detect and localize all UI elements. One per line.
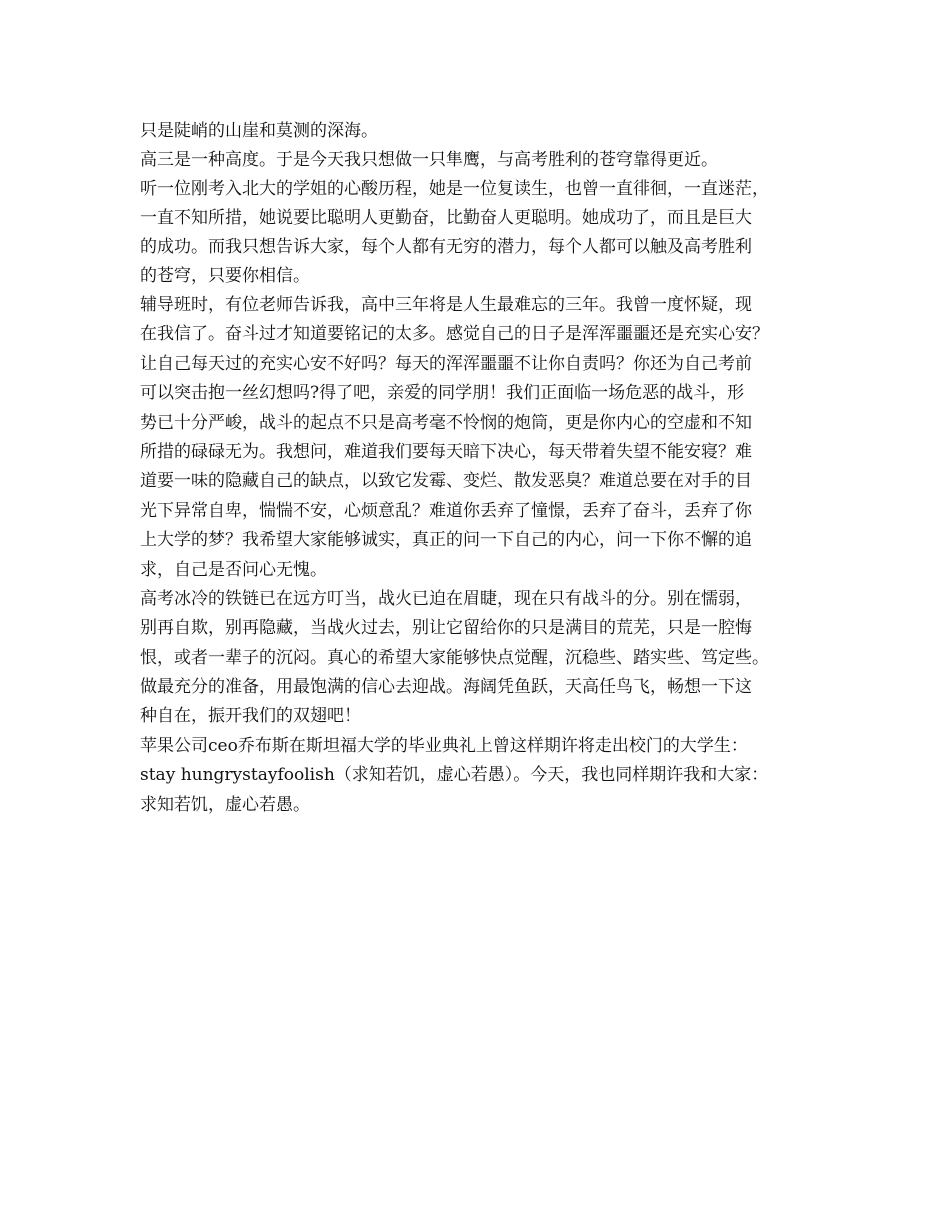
text-line: 道要一味的隐藏自己的缺点，以致它发霉、变烂、散发恶臭？难道总要在对手的目 xyxy=(140,471,752,492)
text-line: 高三是一种高度。于是今天我只想做一只隼鹰，与高考胜利的苍穹靠得更近。 xyxy=(140,150,718,170)
text-line: 的苍穹，只要你相信。 xyxy=(140,266,310,286)
text-line: 上大学的梦？我希望大家能够诚实，真正的问一下自己的内心，问一下你不懈的追 xyxy=(140,530,752,551)
text-line: 恨，或者一辈子的沉闷。真心的希望大家能够快点觉醒，沉稳些、踏实些、笃定些。 xyxy=(140,647,769,668)
text-line: 势已十分严峻，战斗的起点不只是高考毫不怜悯的炮筒，更是你内心的空虚和不知 xyxy=(140,412,752,433)
text-line: 所措的碌碌无为。我想问，难道我们要每天暗下决心，每天带着失望不能安寝？难 xyxy=(140,441,752,462)
text-line: 辅导班时，有位老师告诉我，高中三年将是人生最难忘的三年。我曾一度怀疑，现 xyxy=(140,295,752,315)
text-line: 只是陡峭的山崖和莫测的深海。 xyxy=(140,121,378,141)
text-line: 可以突击抱一丝幻想吗?得了吧，亲爱的同学朋！我们正面临一场危恶的战斗，形 xyxy=(140,383,745,404)
text-line: 别再自欺，别再隐藏，当战火过去，别让它留给你的只是满目的荒芜，只是一腔悔 xyxy=(140,618,752,639)
text-line: 种自在，振开我们的双翅吧！ xyxy=(140,706,361,727)
text-line: 做最充分的准备，用最饱满的信心去迎战。海阔凭鱼跃，天高任鸟飞，畅想一下这 xyxy=(140,677,752,698)
text-line: 让自己每天过的充实心安不好吗？每天的浑浑噩噩不让你自责吗？你还为自己考前 xyxy=(140,353,752,374)
text-line: 听一位刚考入北大的学姐的心酸历程，她是一位复读生，也曾一直徘徊，一直迷茫， xyxy=(140,179,769,199)
text-line: 光下异常自卑，惴惴不安，心烦意乱？难道你丢弃了憧憬，丢弃了奋斗，丢弃了你 xyxy=(140,500,752,521)
text-line: 在我信了。奋斗过才知道要铭记的太多。感觉自己的日子是浑浑噩噩还是充实心安？ xyxy=(140,324,769,345)
text-line: 的成功。而我只想告诉大家，每个人都有无穷的潜力，每个人都可以触及高考胜利 xyxy=(140,237,752,257)
text-line: stay hungrystayfoolish（求知若饥，虚心若愚）。今天，我也同样期许我和大家： xyxy=(140,765,769,786)
text-line: 求，自己是否问心无愧。 xyxy=(140,559,327,580)
text-line: 苹果公司ceo乔布斯在斯坦福大学的毕业典礼上曾这样期许将走出校门的大学生： xyxy=(140,735,748,756)
text-line: 求知若饥，虚心若愚。 xyxy=(140,794,310,815)
document-body xyxy=(140,117,820,820)
text-line: 一直不知所措，她说要比聪明人更勤奋，比勤奋人更聪明。她成功了，而且是巨大 xyxy=(140,208,752,228)
text-line: 高考冰冷的铁链已在远方叮当，战火已迫在眉睫，现在只有战斗的分。别在懦弱， xyxy=(140,588,752,609)
